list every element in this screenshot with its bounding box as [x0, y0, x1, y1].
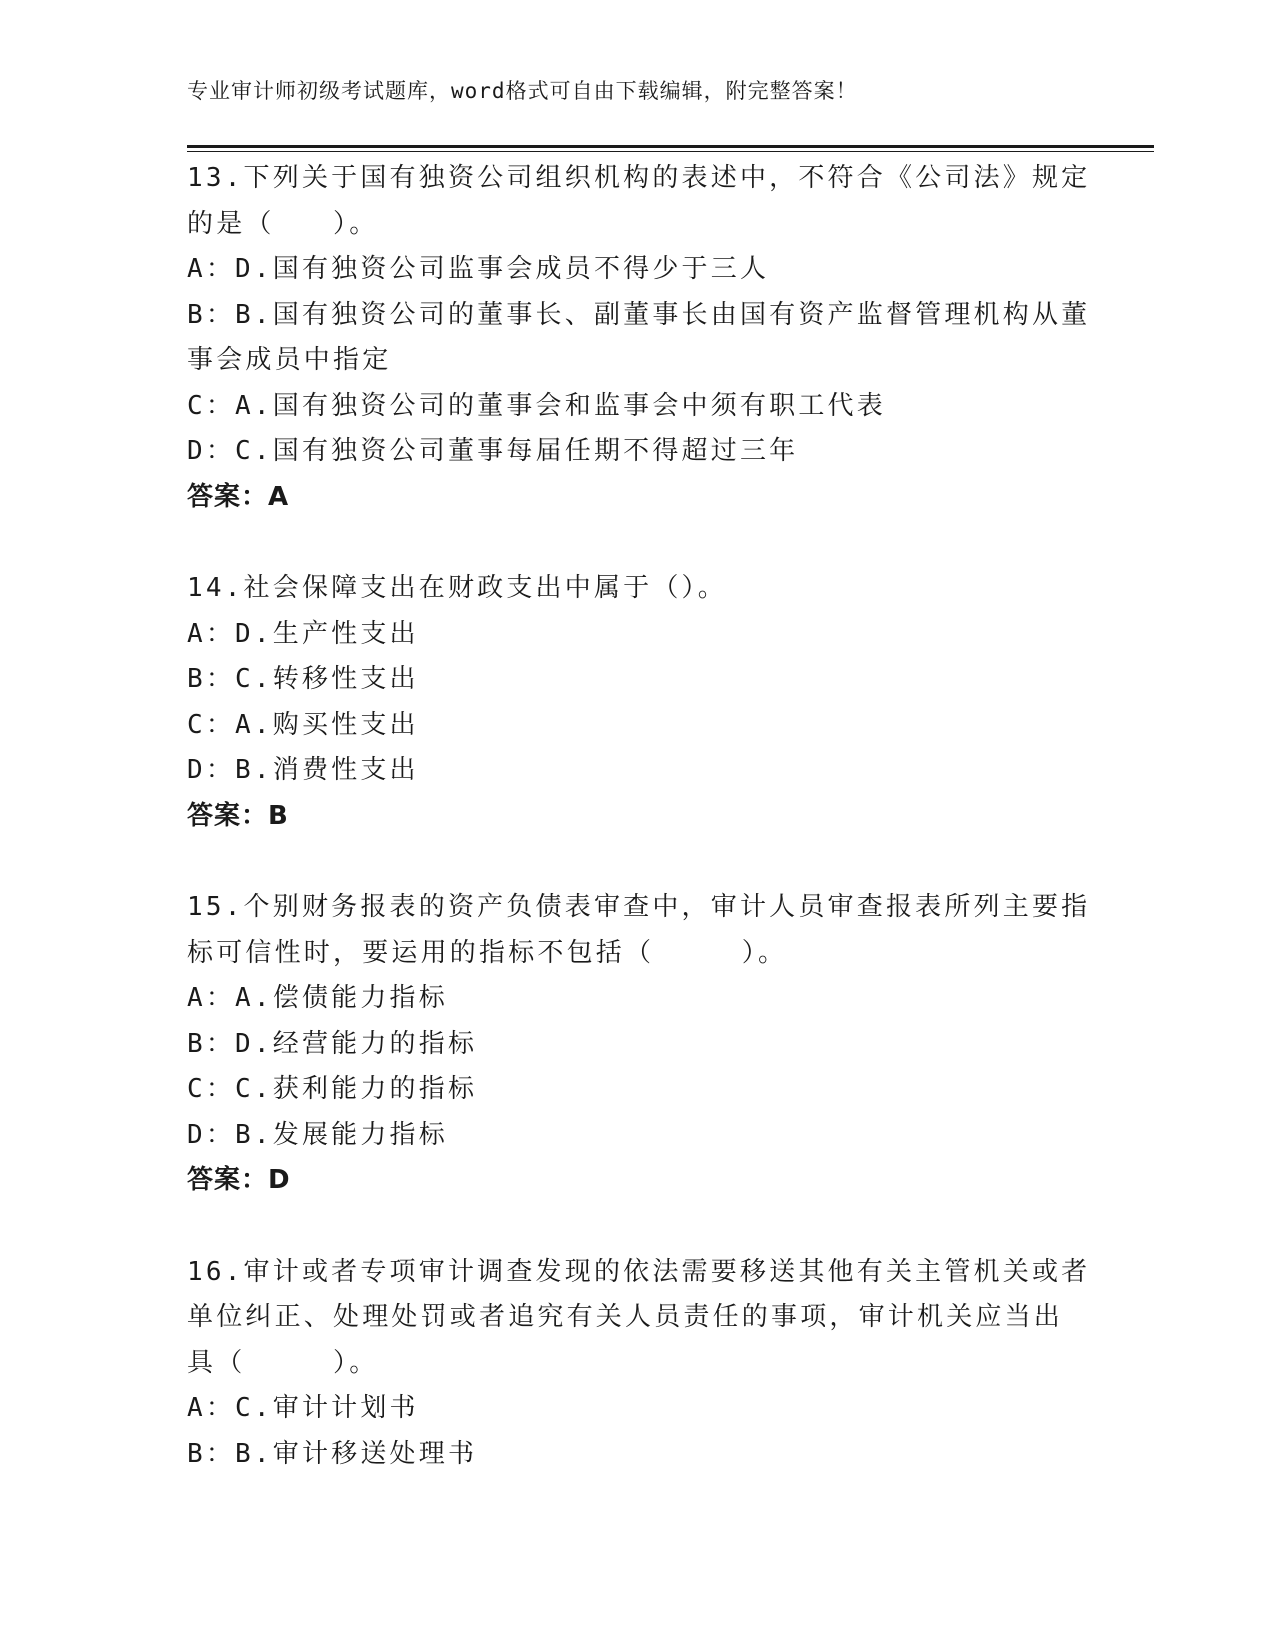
answer-label: 答案：B: [187, 800, 289, 831]
question-stem-line: 的是（ ）。: [187, 208, 379, 239]
option-d: D：B.消费性支出: [187, 755, 419, 785]
question-list: [187, 156, 1091, 1523]
page-header: 专业审计师初级考试题库，word格式可自由下载编辑，附完整答案！: [187, 79, 858, 103]
option-d: D：C.国有独资公司董事每届任期不得超过三年: [187, 436, 799, 466]
question-stem-line: 15.个别财务报表的资产负债表审查中，审计人员审查报表所列主要指: [187, 892, 1091, 922]
question-13: [187, 156, 1091, 520]
option-a: A：D.国有独资公司监事会成员不得少于三人: [187, 254, 770, 284]
question-16: [187, 1250, 1091, 1478]
header-divider: [187, 145, 1154, 148]
option-c: C：A.国有独资公司的董事会和监事会中须有职工代表: [187, 390, 886, 421]
question-stem-line: 标可信性时，要运用的指标不包括（ ）。: [187, 937, 788, 968]
option-b: B：D.经营能力的指标: [187, 1028, 478, 1059]
option-a: A：D.生产性支出: [187, 618, 419, 649]
option-b: B：C.转移性支出: [187, 664, 419, 694]
question-stem-line: 13.下列关于国有独资公司组织机构的表述中，不符合《公司法》规定: [187, 163, 1091, 193]
option-b: B：B.审计移送处理书: [187, 1438, 478, 1469]
question-14: [187, 566, 1067, 839]
answer-label: 答案：D: [187, 1165, 291, 1195]
question-stem-line: 14.社会保障支出在财政支出中属于（）。: [187, 573, 727, 603]
option-d: D：B.发展能力指标: [187, 1119, 448, 1150]
option-b: B：B.国有独资公司的董事长、副董事长由国有资产监督管理机构从董: [187, 299, 1091, 330]
question-15: [187, 885, 1091, 1204]
option-a: A：C.审计计划书: [187, 1393, 419, 1423]
question-stem-line: 单位纠正、处理处罚或者追究有关人员责任的事项，审计机关应当出: [187, 1302, 1064, 1332]
question-stem-line: 16.审计或者专项审计调查发现的依法需要移送其他有关主管机关或者: [187, 1256, 1091, 1287]
option-c: C：A.购买性支出: [187, 709, 419, 740]
option-b-continued: 事会成员中指定: [187, 345, 392, 375]
option-a: A：A.偿债能力指标: [187, 983, 448, 1013]
answer-label: 答案：A: [187, 481, 290, 512]
option-c: C：C.获利能力的指标: [187, 1074, 478, 1104]
question-stem-line: 具（ ）。: [187, 1347, 379, 1378]
header-divider-thin: [187, 151, 1154, 152]
